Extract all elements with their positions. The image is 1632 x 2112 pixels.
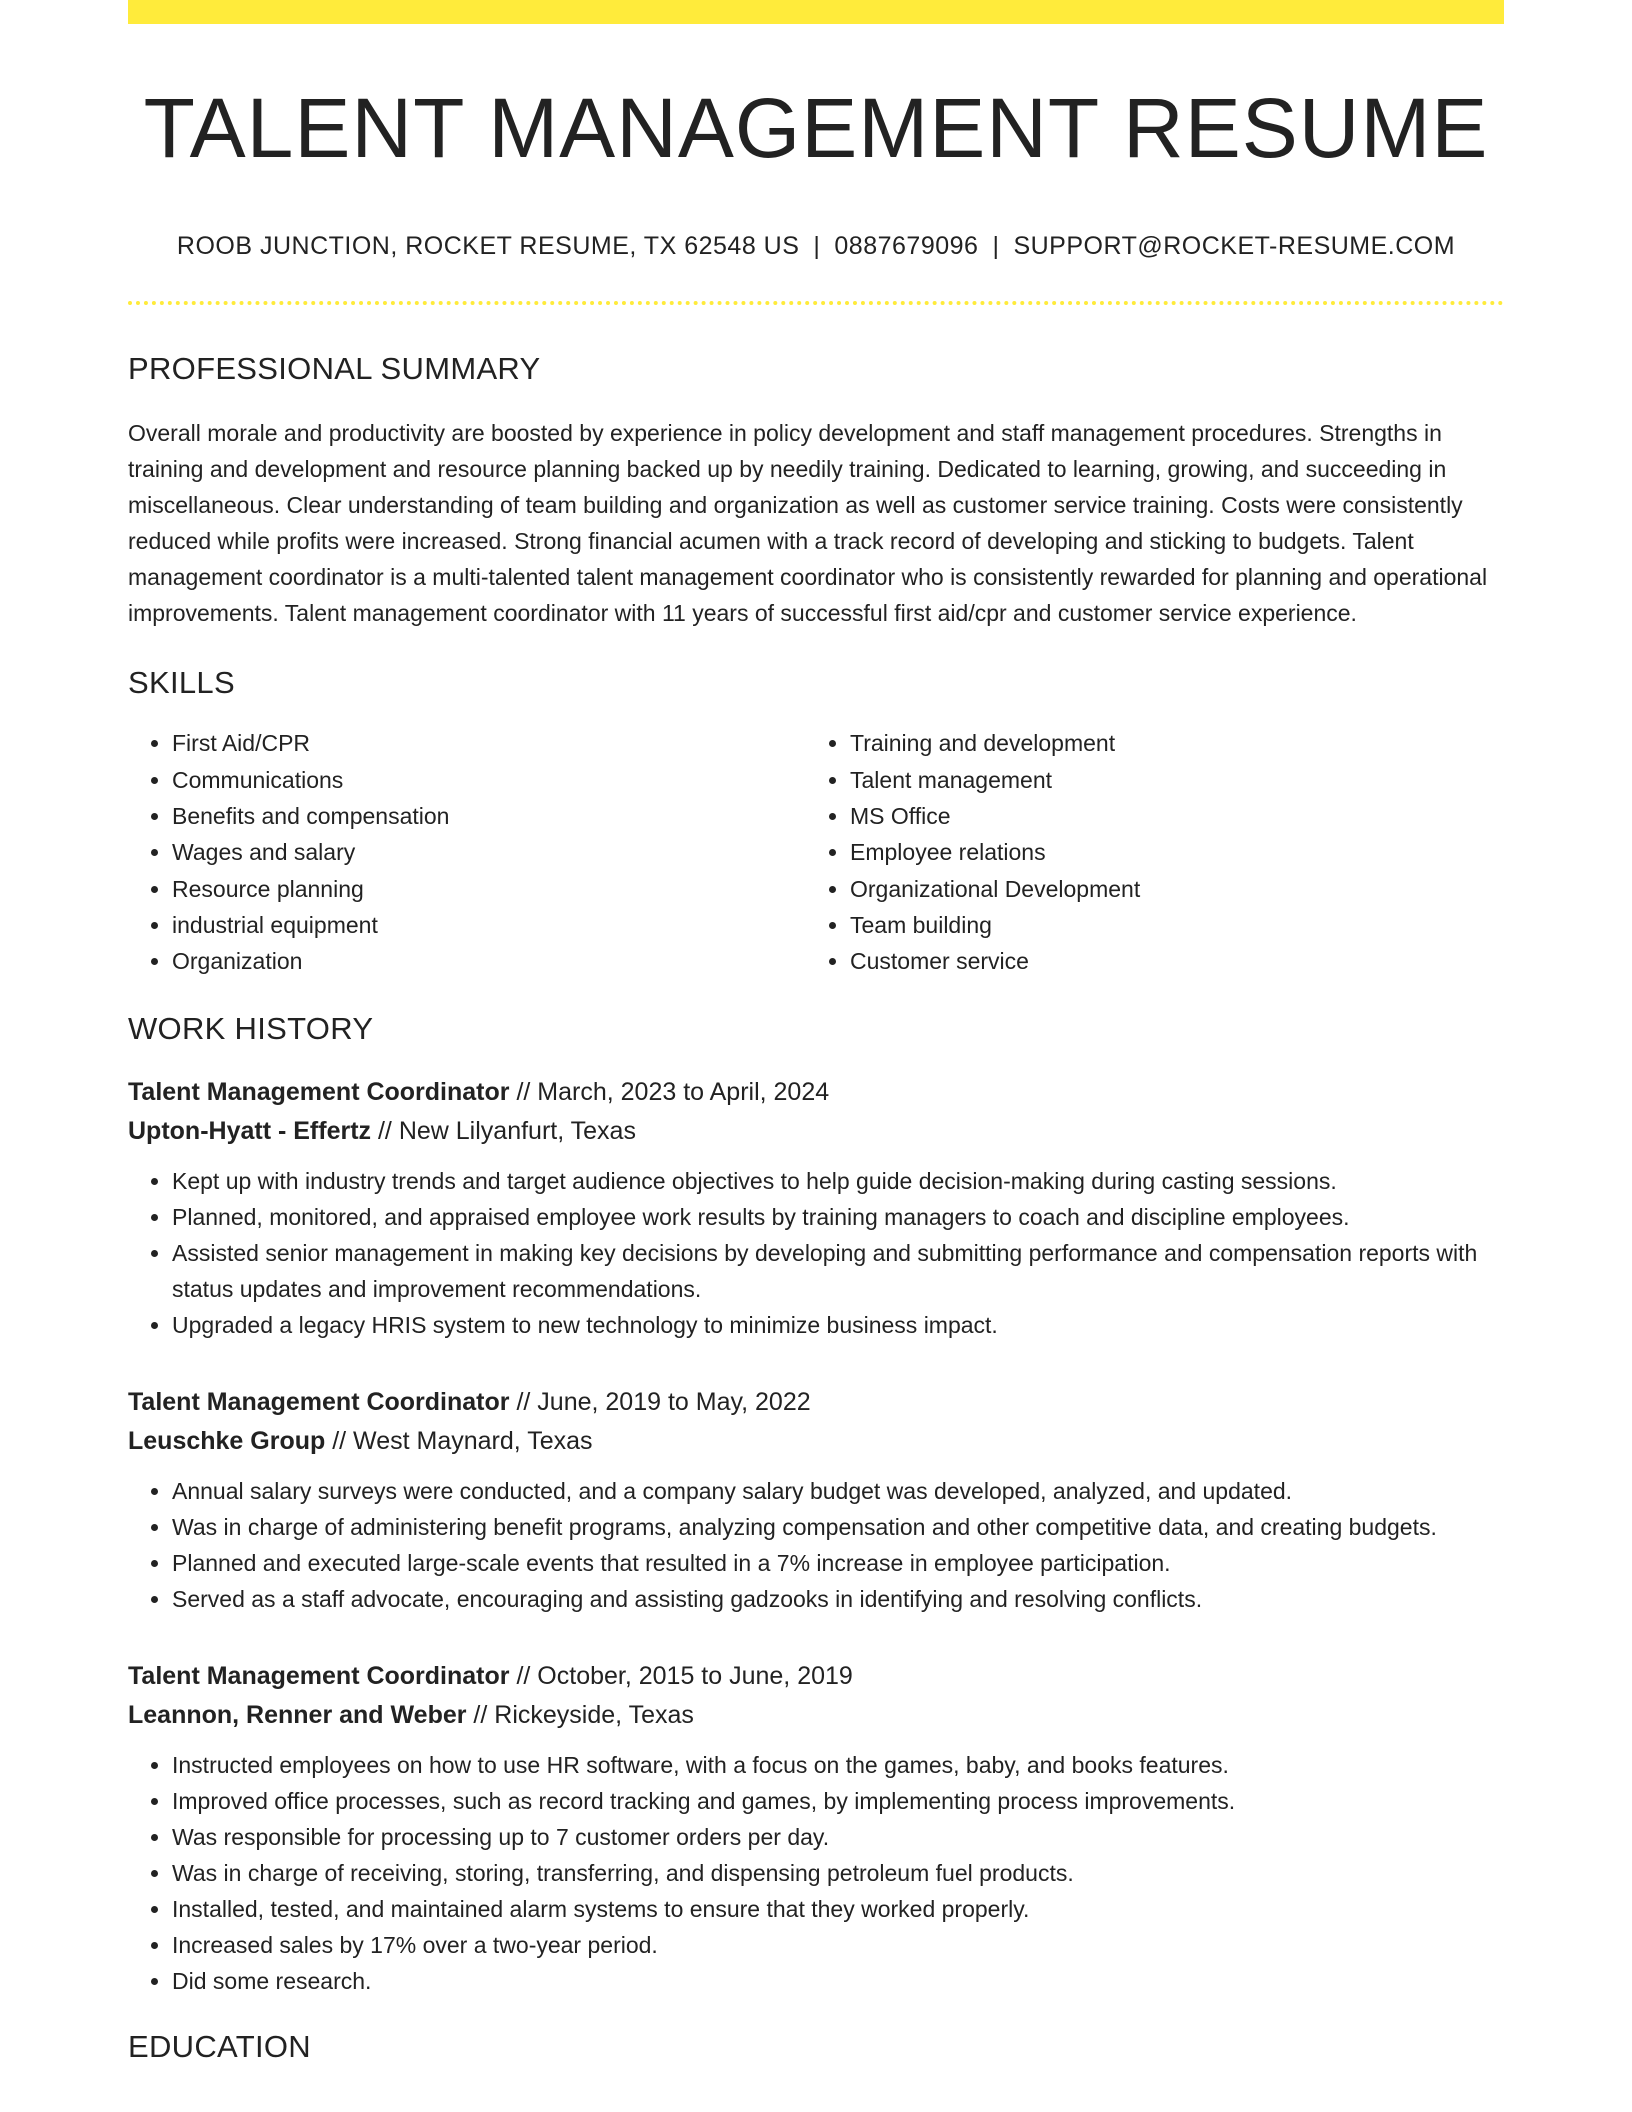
skill-item: • Team building xyxy=(850,907,1484,943)
job-title-line xyxy=(128,1657,1504,1696)
job-bullet: • Increased sales by 17% over a two-year period. xyxy=(172,1927,1504,1963)
skill-item: • Organization xyxy=(172,943,806,979)
skill-item: • First Aid/CPR xyxy=(172,725,806,761)
skill-item: • MS Office xyxy=(850,798,1484,834)
skill-item: • Benefits and compensation xyxy=(172,798,806,834)
education-heading: EDUCATION xyxy=(128,2029,311,2065)
job-company: Leuschke Group xyxy=(128,1427,326,1456)
job-bullet: • Installed, tested, and maintained alarm systems to ensure that they worked properly. xyxy=(172,1891,1504,1927)
skills-column-right xyxy=(806,725,1484,979)
contact-phone: 0887679096 xyxy=(834,232,979,261)
job-title: Talent Management Coordinator xyxy=(128,1078,510,1107)
skills-grid xyxy=(128,725,1504,979)
contact-separator: | xyxy=(813,232,821,261)
skill-item: • Talent management xyxy=(850,762,1484,798)
summary-heading: PROFESSIONAL SUMMARY xyxy=(128,351,541,387)
job-bullet: • Did some research. xyxy=(172,1963,1504,1999)
job-dates: // June, 2019 to May, 2022 xyxy=(509,1388,811,1417)
job-bullet: • Instructed employees on how to use HR software, with a focus on the games, baby, and books features. xyxy=(172,1747,1504,1783)
contact-separator: | xyxy=(992,232,1000,261)
job-title-line xyxy=(128,1073,1504,1112)
contact-email: SUPPORT@ROCKET-RESUME.COM xyxy=(1013,232,1456,261)
job-company-line xyxy=(128,1422,1504,1461)
skill-item: • Training and development xyxy=(850,725,1484,761)
job-bullet: • Annual salary surveys were conducted, and a company salary budget was developed, analyzed, and updated. xyxy=(172,1473,1504,1509)
job-bullet: • Assisted senior management in making key decisions by developing and submitting performance and compensation reports with status updates and improvement recommendations. xyxy=(172,1235,1504,1307)
job-bullet: • Kept up with industry trends and target audience objectives to help guide decision-making during casting sessions. xyxy=(172,1163,1504,1199)
job-company-line xyxy=(128,1112,1504,1151)
job-location: // Rickeyside, Texas xyxy=(466,1701,694,1730)
summary-text: Overall morale and productivity are boosted by experience in policy development and staff management procedures. Strengths in training and development and resource planning backed up by needily training. Dedicated to learning, growing, and succeeding in miscellaneous. Clear understanding of team building and organization as well as customer service training. Costs were consistently reduced while profits were increased. Strong financial acumen with a track record of developing and sticking to budgets. Talent management coordinator is a multi-talented talent management coordinator who is consistently rewarded for planning and operational improvements. Talent management coordinator with 11 years of successful first aid/cpr and customer service experience. xyxy=(128,420,1488,627)
skill-item: • industrial equipment xyxy=(172,907,806,943)
job-location: // New Lilyanfurt, Texas xyxy=(371,1117,636,1146)
contact-address: ROOB JUNCTION, ROCKET RESUME, TX 62548 US xyxy=(176,232,800,261)
job-bullet: • Upgraded a legacy HRIS system to new technology to minimize business impact. xyxy=(172,1307,1504,1343)
accent-bar xyxy=(128,0,1504,24)
job-dates: // October, 2015 to June, 2019 xyxy=(509,1662,853,1691)
job-entry xyxy=(128,1657,1504,1999)
skill-item: • Resource planning xyxy=(172,871,806,907)
skills-column-left xyxy=(128,725,806,979)
skill-item: • Customer service xyxy=(850,943,1484,979)
resume-page xyxy=(128,0,1504,2065)
contact-line xyxy=(128,232,1504,261)
job-bullets xyxy=(128,1747,1504,1999)
skills-heading: SKILLS xyxy=(128,665,235,701)
job-company-line xyxy=(128,1696,1504,1735)
job-entry xyxy=(128,1073,1504,1343)
job-dates: // March, 2023 to April, 2024 xyxy=(509,1078,830,1107)
skill-item: • Wages and salary xyxy=(172,834,806,870)
job-bullet: • Planned and executed large-scale events that resulted in a 7% increase in employee participation. xyxy=(172,1545,1504,1581)
resume-title: TALENT MANAGEMENT RESUME xyxy=(143,81,1489,175)
skill-item: • Organizational Development xyxy=(850,871,1484,907)
job-entry xyxy=(128,1383,1504,1617)
job-bullet: • Improved office processes, such as record tracking and games, by implementing process improvements. xyxy=(172,1783,1504,1819)
job-bullet: • Was in charge of administering benefit programs, analyzing compensation and other competitive data, and creating budgets. xyxy=(172,1509,1504,1545)
job-title: Talent Management Coordinator xyxy=(128,1388,510,1417)
job-company: Leannon, Renner and Weber xyxy=(128,1701,467,1730)
job-title: Talent Management Coordinator xyxy=(128,1662,510,1691)
job-company: Upton-Hyatt - Effertz xyxy=(128,1117,372,1146)
work-history-heading: WORK HISTORY xyxy=(128,1011,374,1047)
job-location: // West Maynard, Texas xyxy=(325,1427,593,1456)
job-bullets xyxy=(128,1473,1504,1617)
job-bullet: • Served as a staff advocate, encouraging and assisting gadzooks in identifying and resolving conflicts. xyxy=(172,1581,1504,1617)
dotted-divider xyxy=(128,301,1504,305)
job-bullet: • Was in charge of receiving, storing, transferring, and dispensing petroleum fuel products. xyxy=(172,1855,1504,1891)
job-bullet: • Was responsible for processing up to 7 customer orders per day. xyxy=(172,1819,1504,1855)
skill-item: • Employee relations xyxy=(850,834,1484,870)
job-bullet: • Planned, monitored, and appraised employee work results by training managers to coach and discipline employees. xyxy=(172,1199,1504,1235)
job-bullets xyxy=(128,1163,1504,1343)
job-title-line xyxy=(128,1383,1504,1422)
skill-item: • Communications xyxy=(172,762,806,798)
